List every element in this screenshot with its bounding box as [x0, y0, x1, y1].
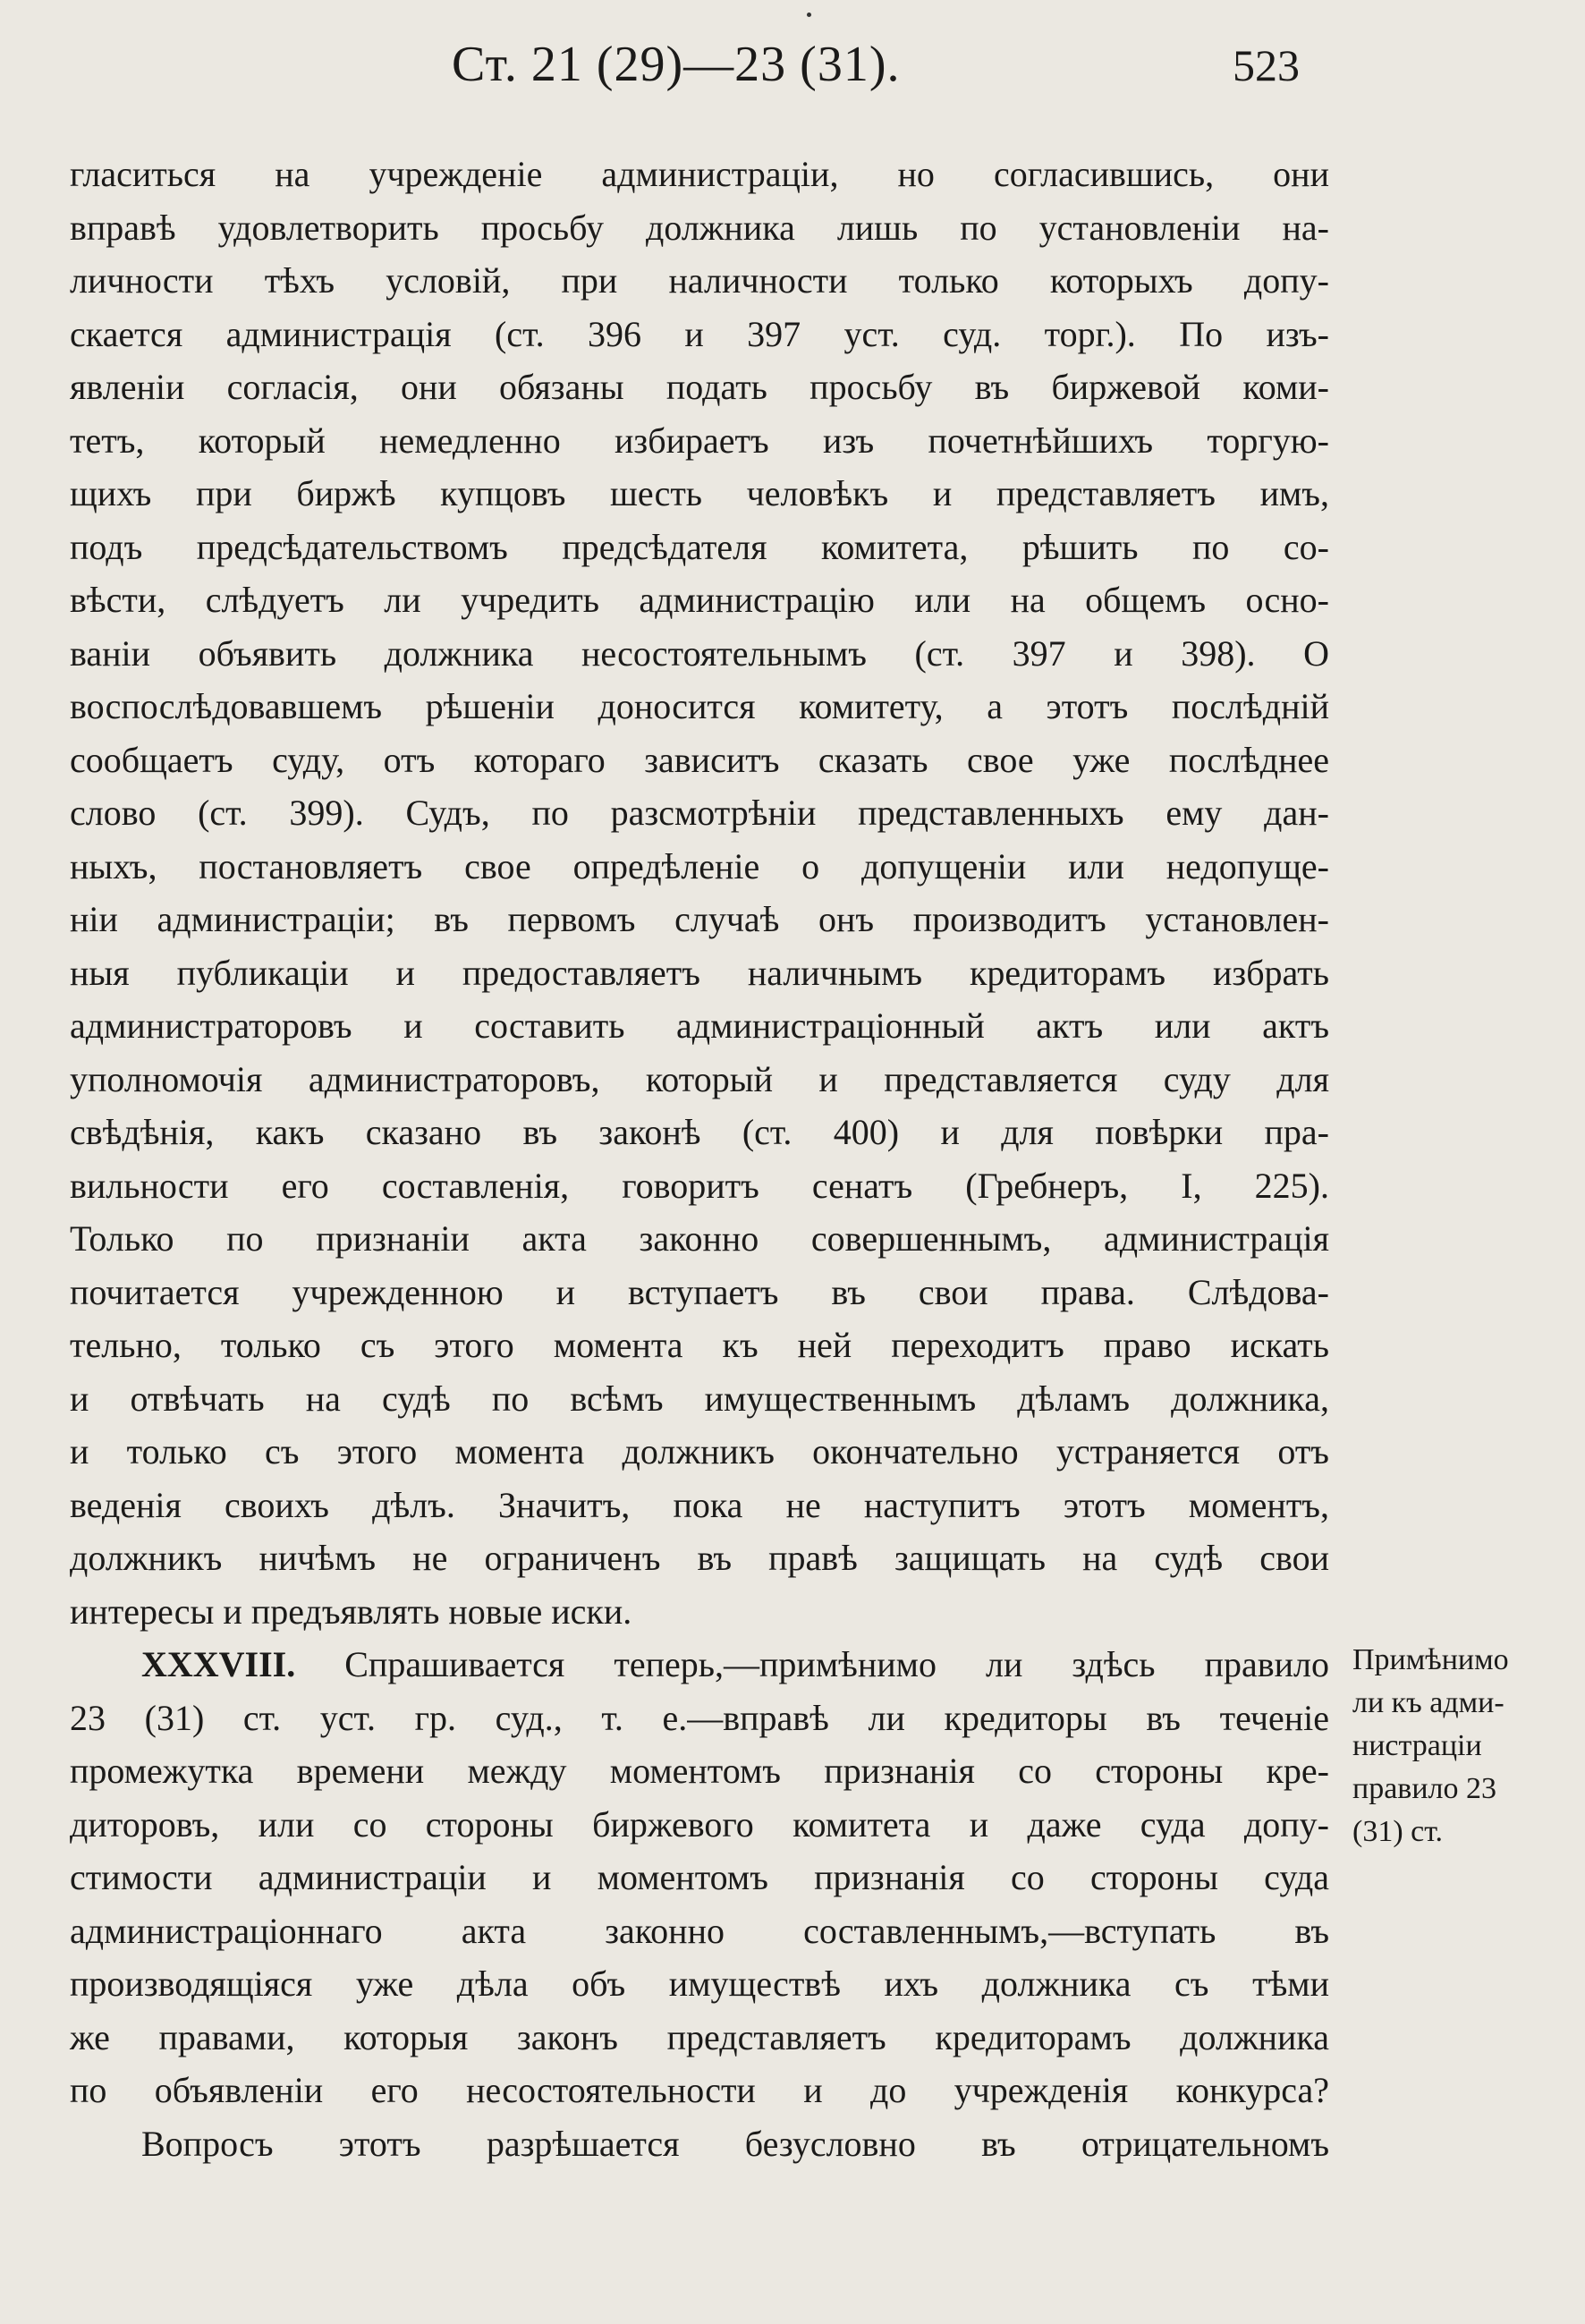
- text-line: вѣсти, слѣдуетъ ли учредить администрацію или на общемъ осно-: [70, 580, 1329, 620]
- text-line: 23 (31) ст. уст. гр. суд., т. е.—вправѣ ли кредиторы въ теченіе: [70, 1697, 1329, 1738]
- text-line: интересы и предъявлять новые иски.: [70, 1590, 632, 1632]
- text-line: и отвѣчать на судѣ по всѣмъ имущественнымъ дѣламъ должника,: [70, 1378, 1329, 1419]
- page-number: 523: [1233, 40, 1300, 90]
- text-line: должникъ ничѣмъ не ограниченъ въ правѣ защищать на судѣ свои: [70, 1538, 1329, 1578]
- text-line: уполномочія администраторовъ, который и представляется суду для: [70, 1058, 1329, 1099]
- text-line: администраторовъ и составить администраціонный актъ или актъ: [70, 1005, 1329, 1046]
- section-number: XXXVIII.: [141, 1644, 296, 1684]
- text-line: ныя публикаціи и предоставляетъ наличнымъ кредиторамъ избрать: [70, 952, 1329, 993]
- text-line: ваніи объявить должника несостоятельнымъ (ст. 397 и 398). О: [70, 632, 1329, 674]
- text-line: администраціоннаго акта законно составленнымъ,—вступать въ: [70, 1910, 1329, 1951]
- text-line: щихъ при биржѣ купцовъ шесть человѣкъ и представляетъ имъ,: [70, 473, 1329, 513]
- text-line: явленіи согласія, они обязаны подать просьбу въ биржевой коми-: [70, 367, 1329, 407]
- text-line: свѣдѣнія, какъ сказано въ законѣ (ст. 400) и для повѣрки пра-: [70, 1112, 1329, 1152]
- margin-note-line: (31) ст.: [1352, 1815, 1444, 1848]
- section-first-line-text: Спрашивается теперь,—примѣнимо ли здѣсь правило: [344, 1644, 1330, 1684]
- text-line: и только съ этого момента должникъ окончательно устраняется отъ: [70, 1431, 1329, 1472]
- header-title: Ст. 21 (29)—23 (31).: [452, 37, 901, 92]
- text-line: слово (ст. 399). Судъ, по разсмотрѣніи представленныхъ ему дан-: [70, 793, 1329, 833]
- text-line: почитается учрежденною и вступаетъ въ свои права. Слѣдова-: [70, 1271, 1329, 1312]
- margin-note-line: ли къ адми-: [1352, 1686, 1504, 1719]
- text-line: подъ предсѣдательствомъ предсѣдателя комитета, рѣшить по со-: [70, 526, 1329, 567]
- text-line: гласиться на учрежденіе администраціи, но согласившись, они: [70, 154, 1329, 194]
- text-line: ныхъ, постановляетъ свое опредѣленіе о допущеніи или недопуще-: [70, 845, 1329, 886]
- text-line: стимости администраціи и моментомъ признанія со стороны суда: [70, 1857, 1329, 1897]
- next-paragraph-line: Вопросъ этотъ разрѣшается безусловно въ отрицательномъ: [141, 2123, 1329, 2164]
- text-line: же правами, которыя законъ представляетъ кредиторамъ должника: [70, 2016, 1329, 2057]
- running-header: [0, 36, 1585, 116]
- paragraph-continuation: [70, 148, 1329, 1638]
- margin-note: [1352, 1639, 1558, 1853]
- margin-note-line: Примѣнимо: [1352, 1643, 1509, 1676]
- text-line: тельно, только съ этого момента къ ней переходитъ право искать: [70, 1325, 1329, 1365]
- text-line: сообщаетъ суду, отъ котораго зависитъ сказать свое уже послѣднее: [70, 739, 1329, 780]
- text-line: диторовъ, или со стороны биржевого комитета и даже суда допу-: [70, 1803, 1329, 1845]
- print-speck: [807, 13, 811, 17]
- bleed-through-text: [1346, 997, 1579, 1039]
- section-first-line: [70, 1638, 1329, 1692]
- text-line: тетъ, который немедленно избираетъ изъ почетнѣйшихъ торгую-: [70, 420, 1329, 461]
- margin-note-line: нистраціи: [1352, 1729, 1482, 1762]
- text-line: ніи администраціи; въ первомъ случаѣ онъ производитъ установлен-: [70, 899, 1329, 939]
- text-line: промежутка времени между моментомъ признанія со стороны кре-: [70, 1751, 1329, 1791]
- text-line: воспослѣдовавшемъ рѣшеніи доносится комитету, а этотъ послѣдній: [70, 686, 1329, 726]
- text-line: по объявленіи его несостоятельности и до учрежденія конкурса?: [70, 2070, 1329, 2110]
- text-line: Только по признаніи акта законно совершеннымъ, администрація: [70, 1218, 1329, 1259]
- main-text: [70, 148, 1329, 2170]
- text-line: скается администрація (ст. 396 и 397 уст. суд. торг.). По изъ-: [70, 313, 1329, 354]
- text-line: производящіяся уже дѣла объ имуществѣ ихъ должника съ тѣми: [70, 1964, 1329, 2004]
- margin-note-line: правило 23: [1352, 1772, 1497, 1805]
- text-line: вправѣ удовлетворить просьбу должника лишь по установленіи на-: [70, 207, 1329, 248]
- text-line: веденія своихъ дѣлъ. Значитъ, пока не наступитъ этотъ моментъ,: [70, 1484, 1329, 1525]
- text-line: личности тѣхъ условій, при наличности только которыхъ допу-: [70, 260, 1329, 301]
- text-line: вильности его составленія, говоритъ сенатъ (Гребнеръ, I, 225).: [70, 1165, 1329, 1206]
- section-paragraph: [70, 1638, 1329, 2117]
